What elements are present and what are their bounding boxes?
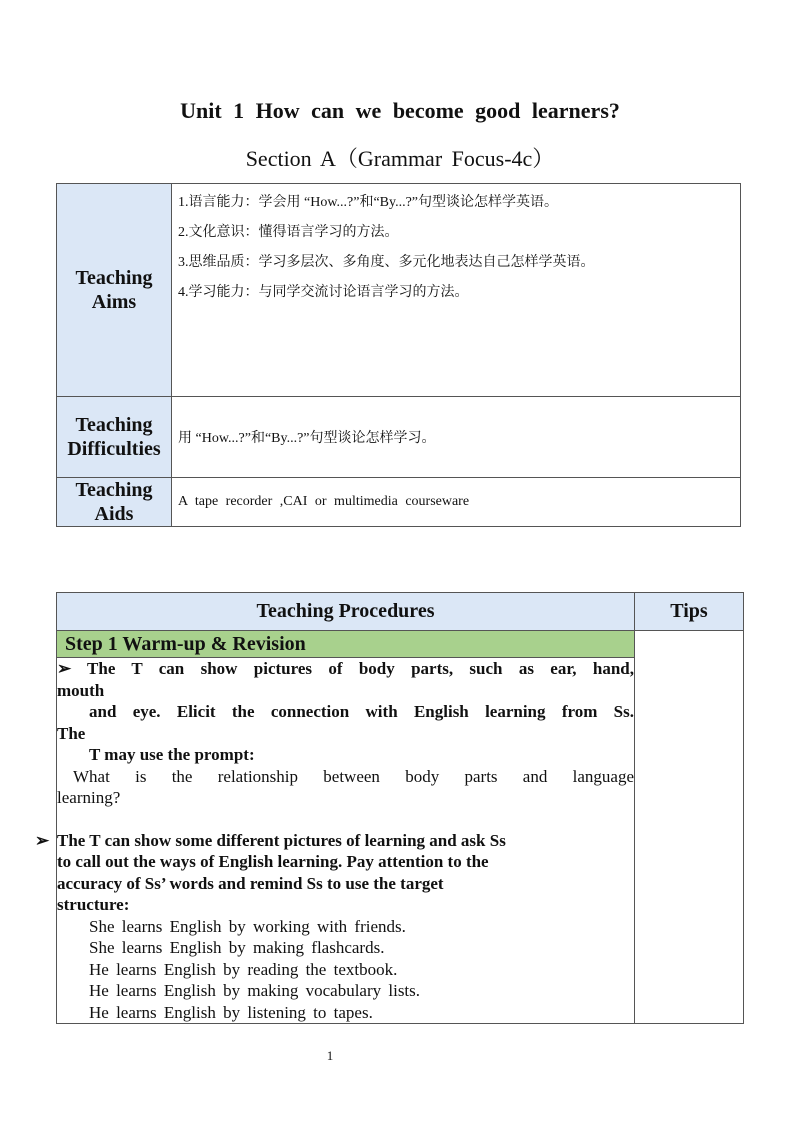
step1-title: Step 1 Warm-up & Revision — [57, 631, 635, 658]
difficulties-label-line2: Difficulties — [67, 438, 161, 460]
tips-cell — [635, 631, 744, 1024]
p2-line3: accuracy of Ss’ words and remind Ss to use the target — [57, 873, 444, 893]
aims-row — [57, 184, 741, 397]
procedures-header-row — [57, 593, 744, 631]
p1-line1-text: The T can show pictures of body parts, such as ear, hand, — [87, 659, 634, 678]
aims-label-line2: Aims — [91, 291, 137, 313]
example-sentence: He learns English by listening to tapes. — [89, 1002, 373, 1022]
example-sentence: He learns English by making vocabulary lists. — [89, 981, 421, 1000]
aim-item: 3.思维品质：学习多层次、多角度、多元化地表达自己怎样学英语。 — [178, 255, 595, 270]
example-sentence: She learns English by working with friends. — [89, 916, 406, 936]
aids-label-line2: Aids — [94, 503, 134, 525]
aids-label-line1: Teaching — [75, 479, 153, 501]
teaching-info-table — [56, 183, 741, 527]
document-title: Unit 1 How can we become good learners? — [180, 98, 620, 123]
aids-label — [57, 478, 172, 527]
example-sentence: She learns English by making flashcards. — [89, 938, 385, 957]
difficulties-row — [57, 397, 741, 478]
document-subtitle: Section A（Grammar Focus-4c） — [245, 146, 555, 171]
p1-line3: and eye. Elicit the connection with English learning from Ss. — [89, 702, 634, 721]
aim-item: 2.文化意识：懂得语言学习的方法。 — [178, 225, 399, 240]
aims-content — [172, 184, 741, 397]
example-sentence: He learns English by reading the textbook. — [89, 959, 398, 979]
bullet-arrow-icon: ➢ — [35, 831, 50, 850]
aim-item: 4.学习能力：与同学交流讨论语言学习的方法。 — [178, 285, 469, 300]
aim-item: 1.语言能力：学会用 “How...?”和“By...?”句型谈论怎样学英语。 — [178, 195, 559, 210]
bullet-arrow-icon: ➢ — [57, 659, 72, 678]
difficulties-content: 用 “How...?”和“By...?”句型谈论怎样学习。 — [172, 397, 741, 478]
difficulties-label-line1: Teaching — [75, 414, 153, 436]
procedures-header: Teaching Procedures — [57, 593, 635, 631]
aims-label — [57, 184, 172, 397]
procedures-table — [56, 592, 744, 1024]
aids-row — [57, 478, 741, 527]
p2-line1: The T can show some different pictures of learning and ask Ss — [57, 830, 506, 850]
step1-title-row — [57, 631, 744, 658]
p1-line5: T may use the prompt: — [89, 745, 255, 764]
difficulties-label — [57, 397, 172, 478]
p1-question-line1: What is the relationship between body parts and language — [73, 766, 634, 786]
p2-line2: to call out the ways of English learning. Pay attention to the — [57, 852, 489, 871]
p1-line2: mouth — [57, 680, 105, 700]
tips-header: Tips — [635, 593, 744, 631]
page-number: 1 — [326, 1048, 334, 1063]
step1-content — [57, 658, 635, 1024]
p1-question-line2: learning? — [57, 788, 121, 807]
p1-line4: The — [57, 723, 86, 743]
p1-line1 — [57, 658, 634, 680]
aims-label-line1: Teaching — [75, 267, 153, 289]
spacer — [57, 809, 634, 830]
aids-content: A tape recorder ,CAI or multimedia courseware — [172, 478, 741, 527]
p2-line4: structure: — [57, 895, 130, 914]
aims-list — [178, 188, 740, 308]
